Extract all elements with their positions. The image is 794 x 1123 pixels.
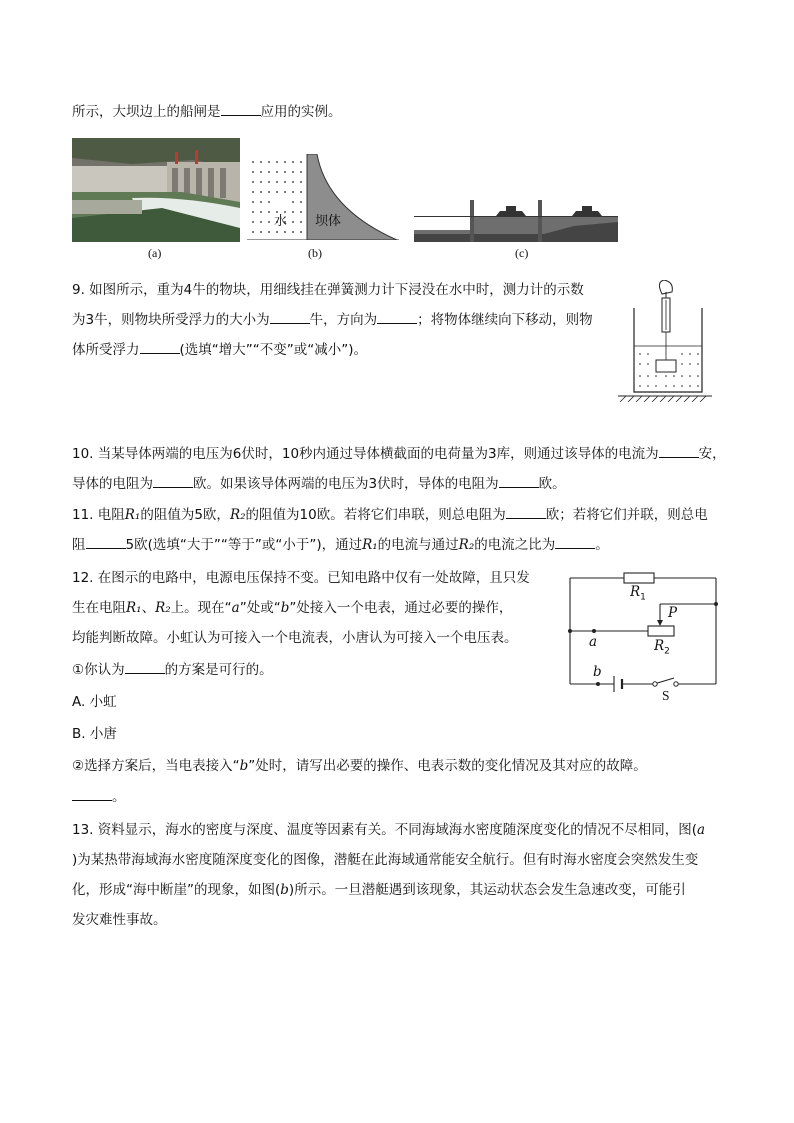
q12-b2: b <box>239 758 249 774</box>
figure-a-dam-photo <box>72 138 240 242</box>
q11-blank1 <box>506 506 546 519</box>
q12-line4 <box>72 660 273 680</box>
label-dam: 坝体 <box>315 214 342 229</box>
q11-l2c: 的电流与通过 <box>377 537 459 553</box>
q13-line2: )为某热带海域海水密度随深度变化的图像，潜艇在此海域通常能安全航行。但有时海水密度会突然发生变 <box>72 852 699 868</box>
q9-blank1 <box>270 311 310 324</box>
q10-l1a: 10. 当某导体两端的电压为6伏时，10秒内通过导体横截面的电荷量为3库，则通过该导体的电流为 <box>72 446 659 462</box>
q12-blank2 <box>72 788 112 801</box>
figure-c-ship-lock <box>414 196 618 244</box>
q11-line2 <box>72 535 609 555</box>
q12-l2d: ”处或“ <box>239 600 281 616</box>
caption-c: (c) <box>515 246 529 260</box>
q13-line3 <box>72 880 686 900</box>
q10-blank3 <box>499 475 539 488</box>
q12-r1: R₁ <box>126 600 142 616</box>
q11-l2b: 5欧(选填“大于”“等于”或“小于”)，通过 <box>125 537 363 553</box>
q11-line1 <box>72 505 708 525</box>
q9-l3b: (选填“增大”“不变”或“减小”)。 <box>179 342 367 358</box>
q12-line6 <box>72 787 126 807</box>
q11-l2a: 阻 <box>72 537 86 553</box>
q12-l2a: 生在电阻 <box>72 600 126 616</box>
q12-line2 <box>72 598 512 618</box>
q11-l1c: 的阻值为10欧。若将它们串联，则总电阻为 <box>245 507 506 523</box>
figure-circuit-diagram <box>562 568 724 704</box>
q9-line2 <box>72 310 593 330</box>
q10-line2 <box>72 474 566 494</box>
q9-l3a: 体所受浮力 <box>72 342 140 358</box>
circuit-r2-sub: 2 <box>664 646 670 657</box>
circuit-label-p: P <box>668 605 678 621</box>
circuit-r1-main: R <box>630 584 641 600</box>
q12-l5b: ”处时，请写出必要的操作、电表示数的变化情况及其对应的故障。 <box>248 758 647 774</box>
q13-l3b: b <box>280 882 289 898</box>
q11-r1: R₁ <box>124 507 141 523</box>
q12-b: b <box>280 600 290 616</box>
q11-l1a: 11. 电阻 <box>72 507 125 523</box>
q10-l2b: 欧。如果该导体两端的电压为3伏时，导体的电阻为 <box>193 476 499 492</box>
circuit-label-r2 <box>654 638 670 657</box>
figure-b-dam-cross-section <box>247 154 399 240</box>
q12-option-a: A. 小虹 <box>72 694 117 710</box>
q12-l2e: ”处接入一个电表，通过必要的操作， <box>289 600 513 616</box>
caption-b: (b) <box>308 246 322 260</box>
q9-line1: 9. 如图所示，重为4牛的物块，用细线挂在弹簧测力计下浸没在水中时，测力计的示数 <box>72 282 584 298</box>
q12-blank1 <box>125 661 165 674</box>
q12-l5a: ②选择方案后，当电表接入“ <box>72 758 240 774</box>
q11-l2d: 的电流之比为 <box>474 537 556 553</box>
q8-text-b: 应用的实例。 <box>260 104 342 120</box>
figure-spring-scale-beaker <box>616 280 712 404</box>
q10-blank2 <box>153 475 193 488</box>
q12-line5 <box>72 756 647 776</box>
q13-l1a: 13. 资料显示，海水的密度与深度、温度等因素有关。不同海域海水密度随深度变化的情况不尽相同，图( <box>72 822 698 838</box>
q11-blank2 <box>86 536 126 549</box>
caption-a: (a) <box>148 246 162 260</box>
q10-l2a: 导体的电阻为 <box>72 476 153 492</box>
q11-r2: R₂ <box>229 507 246 523</box>
q13-l3c: )所示。一旦潜艇遇到该现象，其运动状态会发生急速改变，可能引 <box>288 882 686 898</box>
q12-l4b: 的方案是可行的。 <box>164 662 273 678</box>
label-water: 水 <box>274 214 288 229</box>
q12-a: a <box>231 600 240 616</box>
q11-r1b: R₁ <box>362 537 378 553</box>
circuit-label-s: S <box>662 688 670 703</box>
circuit-label-b: b <box>593 664 602 680</box>
q8-blank <box>221 103 261 116</box>
circuit-label-r1 <box>630 584 646 603</box>
q12-r2: R₂ <box>155 600 171 616</box>
q10-line1 <box>72 444 726 464</box>
circuit-r2-main: R <box>654 638 665 654</box>
q8-text-a: 所示，大坝边上的船闸是 <box>72 104 221 120</box>
q9-line3 <box>72 340 367 360</box>
q10-l1b: 安， <box>698 446 726 462</box>
q13-l1b: a <box>697 822 706 838</box>
q9-l2b: 牛，方向为 <box>309 312 378 328</box>
q13-line1 <box>72 820 705 840</box>
q9-l2c: ；将物体继续向下移动，则物 <box>417 312 593 328</box>
circuit-label-a: a <box>589 634 598 650</box>
circuit-r1-sub: 1 <box>640 592 646 603</box>
q10-blank1 <box>659 445 699 458</box>
q12-l6: 。 <box>112 789 126 805</box>
q11-l1d: 欧；若将它们并联，则总电 <box>545 507 708 523</box>
q12-line1: 12. 在图示的电路中，电源电压保持不变。已知电路中仅有一处故障，且只发 <box>72 570 530 586</box>
q9-l2a: 为3牛，则物块所受浮力的大小为 <box>72 312 270 328</box>
q11-l2e: 。 <box>595 537 609 553</box>
q13-line4: 发灾难性事故。 <box>72 912 167 928</box>
q9-blank3 <box>140 341 180 354</box>
q12-l2b: 、 <box>141 600 156 616</box>
q9-blank2 <box>377 311 417 324</box>
q12-l2c: 上。现在“ <box>170 600 232 616</box>
q12-l4a: ①你认为 <box>72 662 125 678</box>
q11-blank3 <box>555 536 595 549</box>
q11-l1b: 的阻值为5欧， <box>140 507 230 523</box>
q8-text <box>72 102 342 122</box>
q11-r2b: R₂ <box>458 537 475 553</box>
q12-option-b: B. 小唐 <box>72 726 117 742</box>
q12-line3: 均能判断故障。小虹认为可接入一个电流表，小唐认为可接入一个电压表。 <box>72 630 518 646</box>
q13-l3a: 化，形成“海中断崖”的现象，如图( <box>72 882 281 898</box>
q10-l2c: 欧。 <box>538 476 566 492</box>
